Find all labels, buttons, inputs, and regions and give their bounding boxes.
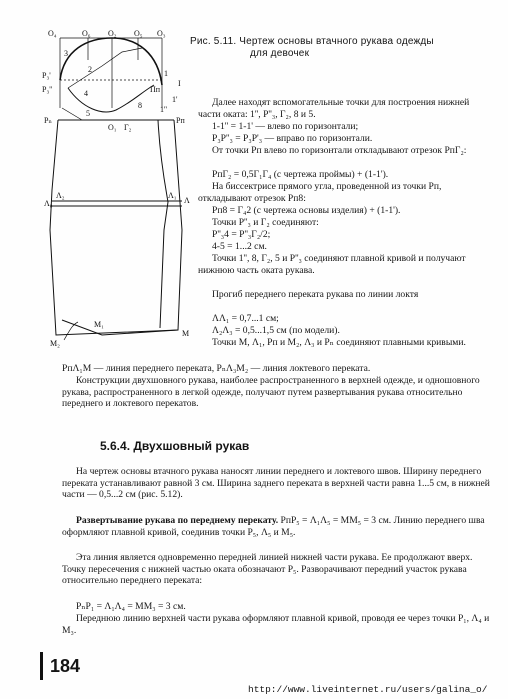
label-P3p: P₃' — [42, 71, 51, 80]
rc-p4: От точки Рп влево по горизонтали откладывают отрезок РпГ₂: — [212, 145, 467, 156]
caption-line-2: для девочек — [250, 48, 310, 59]
full-p3: На чертеж основы втачного рукава наносят линии переднего и локтевого швов. Ширину переднего переката устанавливают равной 3 см. Ширина заднего переката в верхней части равна 1...5 см, в нижней части — 0,5...2 см (рис. 5.12). — [62, 466, 490, 501]
figure-caption — [190, 36, 490, 60]
sleeve-cap-curve — [60, 38, 162, 85]
rc-p7: Рп8 = Г₄2 (с чертежа основы изделия) + (1-1'). — [212, 205, 401, 216]
full-p5: Эта линия является одновременно передней линией нижней части рукава. Ее продолжают вверх. Точку пересечения с нижней частью оката обозначают Р₅. Разворачивают передний участок рукава относительно переднего переката: — [62, 552, 473, 587]
rc-p15: Точки М, Λ₁, Рп и М₂, Λ₃ и Рₙ соединяют плавными кривыми. — [212, 337, 466, 348]
label-1: 1 — [164, 69, 168, 78]
label-M1: M₁ — [94, 320, 104, 329]
rc-p2: 1-1'' = 1-1' — влево по горизонтали; — [212, 121, 359, 132]
sleeve-drawing — [42, 30, 192, 350]
label-O2: O₂ — [108, 30, 117, 38]
label-M: M — [182, 329, 190, 338]
page-number-bar — [40, 652, 43, 680]
front-roll-line — [158, 120, 168, 328]
rc-p3: Р₃Р''₃ = Р₃Р'₃ — вправо по горизонтали. — [212, 133, 373, 144]
sleeve-outline — [50, 120, 182, 335]
rc-p13: ΛΛ₁ = 0,7...1 см; — [212, 313, 279, 324]
rc-p9: Р''₃4 = Р''₃Г₂/2; — [212, 229, 271, 240]
label-L3: Λ₃ — [44, 199, 53, 208]
page-number: 184 — [50, 656, 81, 676]
rc-p11: Точки 1'', 8, Г₂, 5 и Р''₃ соединяют плавной кривой и получают нижнюю часть оката рукава. — [198, 253, 466, 276]
watermark-url: http://www.liveinternet.ru/users/galina_o/ — [248, 684, 488, 695]
label-1p: 1' — [172, 95, 178, 104]
label-L1: Λ₁ — [168, 191, 177, 200]
label-O4: O₄ — [48, 30, 57, 38]
full-p7: Переднюю линию верхней части рукава оформляют плавной кривой, проводя ее через точки Р₁, Λ₄ и М₃. — [62, 613, 490, 636]
full-p6: РₙР₁ = Λ₁Λ₄ = ММ₃ = 3 см. — [76, 601, 186, 612]
label-P3pp: P₃'' — [42, 85, 53, 94]
label-4: 4 — [84, 89, 88, 98]
full-p1: РпΛ₁М — линия переднего переката, РₙΛ₃М₂ — линия локтевого переката. — [62, 363, 371, 374]
rc-p6: На биссектрисе прямого угла, проведенной из точки Рп, откладывают отрезок Рп8: — [198, 181, 442, 204]
label-I: I — [178, 79, 181, 88]
full-p4-rest: РпР₅ = Λ₁Λ₅ = ММ₅ = 3 см. Линию переднего шва оформляют плавной кривой, соединив точки Р₅, Λ₅ и М₅. — [62, 515, 485, 538]
caption-line-1: Рис. 5.11. Чертеж основы втачного рукава одежды — [190, 36, 434, 47]
label-O3: O₃ — [157, 30, 166, 38]
full-p4 — [62, 515, 494, 538]
rc-p12: Прогиб переднего переката рукава по линии локтя — [212, 289, 419, 300]
label-Pp: Рп — [176, 116, 185, 125]
rc-p1: Далее находят вспомогательные точки для построения нижней части оката: 1'', Р''₃, Г₂, 8 и 5. — [198, 97, 470, 120]
label-8: 8 — [138, 101, 142, 110]
label-3: 3 — [64, 49, 68, 58]
section-heading: 5.6.4. Двухшовный рукав — [100, 439, 250, 453]
label-O1: O₁ — [108, 123, 117, 132]
label-M2: M₂ — [50, 339, 60, 348]
full-p2: Конструкции двухшовного рукава, наиболее распространенного в верхней одежде, и одношовного рукава, распространенного в легкой одежде, получают путем развертывания рукава относительно переднего и локтевого перекатов. — [62, 375, 480, 410]
label-5: 5 — [86, 109, 90, 118]
label-Pr: Рₙ — [44, 116, 52, 125]
rc-p10: 4-5 = 1...2 см. — [212, 241, 267, 252]
rc-p5: РпГ₂ = 0,5Г₁Г₄ (с чертежа проймы) + (1-1'). — [212, 169, 389, 180]
label-1pp: 1'' — [160, 105, 167, 114]
label-2: 2 — [88, 65, 92, 74]
label-L: Λ — [184, 196, 190, 205]
rc-p8: Точки Р''₃ и Г₂ соединяют: — [212, 217, 319, 228]
label-G2: Г₂ — [124, 123, 132, 132]
label-O5: O₅ — [134, 30, 143, 38]
label-Pn: Пп — [150, 85, 161, 94]
label-O6: O₆ — [82, 30, 91, 38]
rc-p14: Λ₂Λ₃ = 0,5...1,5 см (по модели). — [212, 325, 340, 336]
label-L2: Λ₂ — [56, 191, 65, 200]
full-p4-bold: Развертывание рукава по переднему перекату. — [76, 515, 279, 526]
